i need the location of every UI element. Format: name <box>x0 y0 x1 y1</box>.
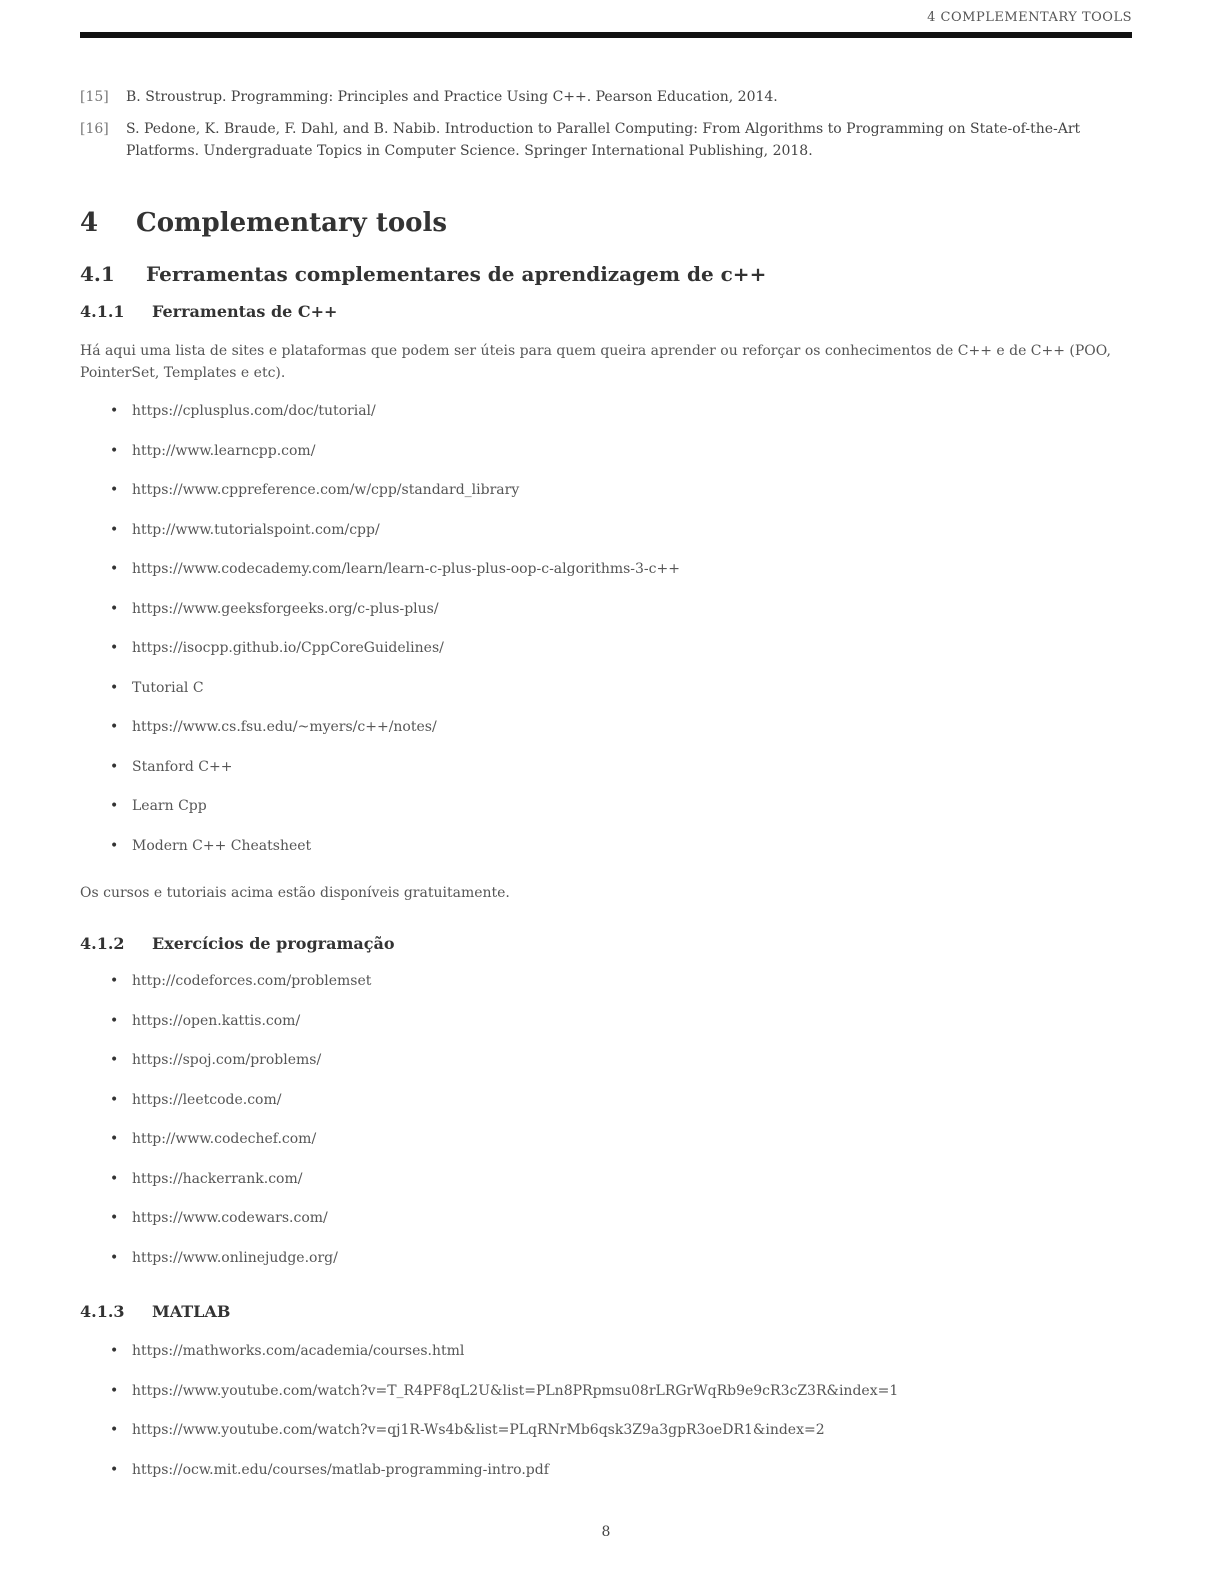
reference-item <box>80 118 1132 162</box>
list-item <box>110 970 371 1010</box>
reference-number: [15] <box>80 89 109 105</box>
reference-number: [16] <box>80 121 109 137</box>
list-item <box>110 1419 898 1459</box>
matlab-link[interactable]: https://ocw.mit.edu/courses/matlab-programming-intro.pdf <box>132 1461 549 1478</box>
subsection-number: 4.1 <box>80 262 115 286</box>
tool-link[interactable]: Modern C++ Cheatsheet <box>132 837 312 854</box>
bullet-icon: • <box>110 521 119 538</box>
subsection-heading <box>80 262 766 286</box>
bullet-icon: • <box>110 1343 119 1359</box>
reference-text: S. Pedone, K. Braude, F. Dahl, and B. Nabib. Introduction to Parallel Computing: From Algorithms to Programming on State-of-the-Art Platforms. Undergraduate Topics in Computer Science. Springer International Publishing, 2018. <box>126 121 1081 159</box>
tool-link[interactable]: https://cplusplus.com/doc/tutorial/ <box>132 403 376 419</box>
bullet-icon: • <box>110 1170 119 1187</box>
subsubsection-number: 4.1.3 <box>80 1302 125 1321</box>
bullet-icon: • <box>110 973 119 989</box>
subsubsection-number: 4.1.1 <box>80 302 125 321</box>
tools-link-list <box>110 400 680 874</box>
section-heading <box>80 208 447 238</box>
list-item <box>110 637 680 677</box>
list-item <box>110 519 680 559</box>
bullet-icon: • <box>110 600 119 617</box>
bullet-icon: • <box>110 719 119 735</box>
bullet-icon: • <box>110 1461 119 1478</box>
list-item <box>110 677 680 717</box>
matlab-link[interactable]: https://www.youtube.com/watch?v=T_R4PF8qL2U&list=PLn8PRpmsu08rLRGrWqRb9e9cR3cZ3R&index=1 <box>132 1382 899 1399</box>
list-item <box>110 598 680 638</box>
list-item <box>110 1168 371 1208</box>
list-item <box>110 1247 371 1287</box>
subsubsection-heading-exercises <box>80 934 395 953</box>
bullet-icon: • <box>110 442 119 459</box>
matlab-link-list <box>110 1340 898 1498</box>
tool-link[interactable]: Tutorial C <box>132 679 204 696</box>
tool-link[interactable]: Stanford C++ <box>132 758 233 775</box>
bullet-icon: • <box>110 1131 119 1147</box>
tool-link[interactable]: https://www.cs.fsu.edu/~myers/c++/notes/ <box>132 719 437 735</box>
list-item <box>110 400 680 440</box>
exercise-link[interactable]: http://www.codechef.com/ <box>132 1131 317 1147</box>
exercise-link[interactable]: https://open.kattis.com/ <box>132 1012 301 1029</box>
list-item <box>110 756 680 796</box>
subsubsection-title: Exercícios de programação <box>152 934 395 953</box>
list-item <box>110 1380 898 1420</box>
reference-text: B. Stroustrup. Programming: Principles and Practice Using C++. Pearson Education, 2014. <box>126 89 778 105</box>
bullet-icon: • <box>110 482 119 498</box>
header-rule <box>80 32 1132 38</box>
list-item <box>110 558 680 598</box>
bullet-icon: • <box>110 403 119 419</box>
page-number: 8 <box>601 1524 611 1540</box>
bullet-icon: • <box>110 1422 119 1438</box>
list-item <box>110 1049 371 1089</box>
exercise-link[interactable]: https://hackerrank.com/ <box>132 1170 303 1187</box>
section-number: 4 <box>80 208 99 238</box>
subsubsection-number: 4.1.2 <box>80 934 125 953</box>
tool-link[interactable]: https://www.codecademy.com/learn/learn-c-plus-plus-oop-c-algorithms-3-c++ <box>132 561 680 577</box>
subsubsection-heading-tools <box>80 302 337 321</box>
section-title: Complementary tools <box>136 208 448 238</box>
list-item <box>110 440 680 480</box>
list-item <box>110 716 680 756</box>
subsubsection-title: Ferramentas de C++ <box>152 302 338 321</box>
list-item <box>110 1089 371 1129</box>
list-item <box>110 479 680 519</box>
exercise-link[interactable]: https://leetcode.com/ <box>132 1091 282 1108</box>
intro-paragraph: Há aqui uma lista de sites e plataformas que podem ser úteis para quem queira aprender ou reforçar os conhecimentos de C++ e de C++ (POO, PointerSet, Templates e etc). <box>80 343 1111 381</box>
bullet-icon: • <box>110 1091 119 1108</box>
exercise-link[interactable]: https://www.onlinejudge.org/ <box>132 1249 338 1266</box>
exercise-link[interactable]: https://www.codewars.com/ <box>132 1210 328 1226</box>
tool-link[interactable]: https://www.cppreference.com/w/cpp/standard_library <box>132 482 520 498</box>
running-head: 4 COMPLEMENTARY TOOLS <box>927 10 1132 25</box>
list-item <box>110 835 680 875</box>
list-item <box>110 1207 371 1247</box>
references <box>80 86 1132 172</box>
bullet-icon: • <box>110 561 119 577</box>
bullet-icon: • <box>110 1249 119 1266</box>
tool-link[interactable]: https://www.geeksforgeeks.org/c-plus-plus/ <box>132 600 439 617</box>
document-page <box>80 0 1132 1584</box>
reference-item <box>80 86 1132 108</box>
bullet-icon: • <box>110 640 119 656</box>
subsubsection-heading-matlab <box>80 1302 230 1321</box>
bullet-icon: • <box>110 798 119 814</box>
subsubsection-title: MATLAB <box>152 1302 231 1321</box>
matlab-link[interactable]: https://www.youtube.com/watch?v=qj1R-Ws4b&list=PLqRNrMb6qsk3Z9a3gpR3oeDR1&index=2 <box>132 1422 825 1438</box>
outro-paragraph: Os cursos e tutoriais acima estão disponíveis gratuitamente. <box>80 885 510 901</box>
bullet-icon: • <box>110 837 119 854</box>
list-item <box>110 1128 371 1168</box>
list-item <box>110 1010 371 1050</box>
exercise-link[interactable]: https://spoj.com/problems/ <box>132 1052 322 1068</box>
list-item <box>110 1459 898 1499</box>
tool-link[interactable]: https://isocpp.github.io/CppCoreGuidelines/ <box>132 640 444 656</box>
bullet-icon: • <box>110 1052 119 1068</box>
exercise-link[interactable]: http://codeforces.com/problemset <box>132 973 372 989</box>
bullet-icon: • <box>110 679 119 696</box>
bullet-icon: • <box>110 1012 119 1029</box>
tool-link[interactable]: http://www.learncpp.com/ <box>132 442 316 459</box>
subsection-title: Ferramentas complementares de aprendizagem de c++ <box>146 262 767 286</box>
bullet-icon: • <box>110 758 119 775</box>
bullet-icon: • <box>110 1210 119 1226</box>
tool-link[interactable]: http://www.tutorialspoint.com/cpp/ <box>132 521 380 538</box>
list-item <box>110 1340 898 1380</box>
tool-link[interactable]: Learn Cpp <box>132 798 207 814</box>
matlab-link[interactable]: https://mathworks.com/academia/courses.html <box>132 1343 465 1359</box>
exercises-link-list <box>110 970 371 1286</box>
list-item <box>110 795 680 835</box>
bullet-icon: • <box>110 1382 119 1399</box>
